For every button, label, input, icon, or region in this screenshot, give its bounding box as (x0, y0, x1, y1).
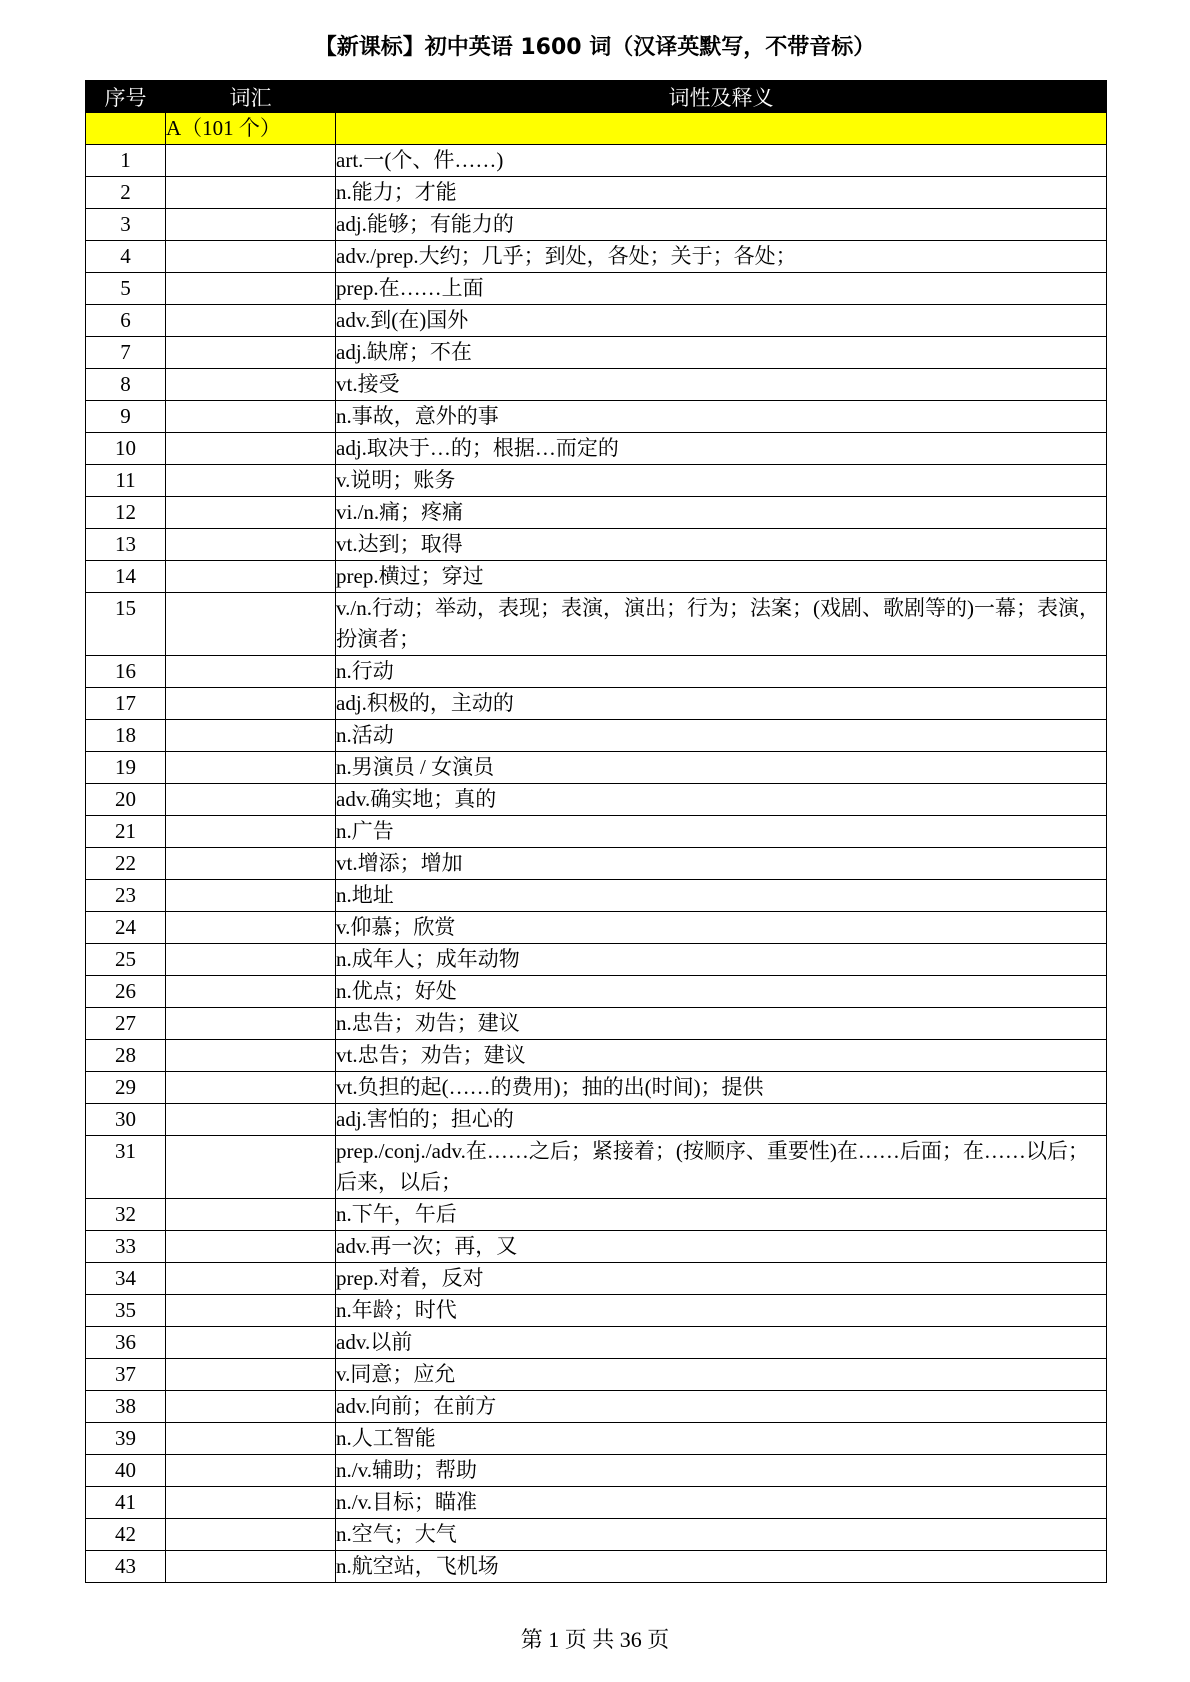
meaning-cell: prep./conj./adv.在……之后；紧接着；(按顺序、重要性)在……后面；在……以后；后来，以后； (336, 1136, 1107, 1199)
row-number: 42 (86, 1519, 166, 1551)
word-cell[interactable] (166, 1199, 336, 1231)
meaning-cell: n./v.目标；瞄准 (336, 1487, 1107, 1519)
table-row (86, 465, 1107, 497)
table-row (86, 656, 1107, 688)
row-number: 20 (86, 784, 166, 816)
word-cell[interactable] (166, 1327, 336, 1359)
table-row (86, 209, 1107, 241)
row-number: 35 (86, 1295, 166, 1327)
word-cell[interactable] (166, 369, 336, 401)
word-cell[interactable] (166, 816, 336, 848)
table-row (86, 177, 1107, 209)
table-row (86, 1519, 1107, 1551)
table-row (86, 1104, 1107, 1136)
word-cell[interactable] (166, 209, 336, 241)
meaning-cell: n.活动 (336, 720, 1107, 752)
word-cell[interactable] (166, 1136, 336, 1199)
meaning-cell: n.男演员 / 女演员 (336, 752, 1107, 784)
word-cell[interactable] (166, 752, 336, 784)
table-row (86, 688, 1107, 720)
word-cell[interactable] (166, 177, 336, 209)
table-row (86, 1423, 1107, 1455)
table-row (86, 369, 1107, 401)
section-label: A（101 个） (166, 113, 336, 145)
meaning-cell: vt.忠告；劝告；建议 (336, 1040, 1107, 1072)
row-number: 2 (86, 177, 166, 209)
table-row (86, 1295, 1107, 1327)
table-row (86, 529, 1107, 561)
meaning-cell: v.说明；账务 (336, 465, 1107, 497)
table-row (86, 305, 1107, 337)
word-cell[interactable] (166, 1072, 336, 1104)
word-cell[interactable] (166, 1455, 336, 1487)
meaning-cell: n.下午，午后 (336, 1199, 1107, 1231)
meaning-cell: adj.害怕的；担心的 (336, 1104, 1107, 1136)
row-number: 22 (86, 848, 166, 880)
word-cell[interactable] (166, 1359, 336, 1391)
table-row (86, 1359, 1107, 1391)
row-number: 18 (86, 720, 166, 752)
meaning-cell: n.人工智能 (336, 1423, 1107, 1455)
row-number: 13 (86, 529, 166, 561)
table-row (86, 1199, 1107, 1231)
meaning-cell: adv.到(在)国外 (336, 305, 1107, 337)
page-footer: 第 1 页 共 36 页 (520, 1627, 670, 1652)
word-cell[interactable] (166, 561, 336, 593)
row-number: 6 (86, 305, 166, 337)
row-number: 19 (86, 752, 166, 784)
meaning-cell: n.空气；大气 (336, 1519, 1107, 1551)
word-cell[interactable] (166, 944, 336, 976)
header-word: 词汇 (166, 81, 336, 113)
word-cell[interactable] (166, 305, 336, 337)
meaning-cell: n./v.辅助；帮助 (336, 1455, 1107, 1487)
table-row (86, 1231, 1107, 1263)
meaning-cell: adv.确实地；真的 (336, 784, 1107, 816)
section-row (86, 113, 1107, 145)
meaning-cell: v.仰慕；欣赏 (336, 912, 1107, 944)
meaning-cell: adj.能够；有能力的 (336, 209, 1107, 241)
row-number: 15 (86, 593, 166, 656)
meaning-cell: n.地址 (336, 880, 1107, 912)
table-row (86, 720, 1107, 752)
word-cell[interactable] (166, 337, 336, 369)
meaning-cell: prep.对着，反对 (336, 1263, 1107, 1295)
row-number: 4 (86, 241, 166, 273)
row-number: 40 (86, 1455, 166, 1487)
row-number: 43 (86, 1551, 166, 1583)
word-cell[interactable] (166, 1231, 336, 1263)
row-number: 26 (86, 976, 166, 1008)
vocabulary-table (85, 80, 1107, 1583)
word-cell[interactable] (166, 880, 336, 912)
word-cell[interactable] (166, 1487, 336, 1519)
row-number: 28 (86, 1040, 166, 1072)
table-row (86, 273, 1107, 305)
word-cell[interactable] (166, 1008, 336, 1040)
table-row (86, 880, 1107, 912)
row-number: 41 (86, 1487, 166, 1519)
meaning-cell: adj.取决于…的；根据…而定的 (336, 433, 1107, 465)
meaning-cell: n.忠告；劝告；建议 (336, 1008, 1107, 1040)
word-cell[interactable] (166, 145, 336, 177)
word-cell[interactable] (166, 401, 336, 433)
word-cell[interactable] (166, 241, 336, 273)
row-number: 14 (86, 561, 166, 593)
row-number: 10 (86, 433, 166, 465)
table-row (86, 433, 1107, 465)
table-row (86, 497, 1107, 529)
word-cell[interactable] (166, 1295, 336, 1327)
meaning-cell: adj.积极的，主动的 (336, 688, 1107, 720)
table-row (86, 848, 1107, 880)
meaning-cell: adv./prep.大约；几乎；到处，各处；关于；各处； (336, 241, 1107, 273)
row-number: 24 (86, 912, 166, 944)
table-row (86, 1551, 1107, 1583)
meaning-cell: n.成年人；成年动物 (336, 944, 1107, 976)
word-cell[interactable] (166, 433, 336, 465)
table-row (86, 752, 1107, 784)
meaning-cell: v./n.行动；举动，表现；表演，演出；行为；法案；(戏剧、歌剧等的)一幕；表演，扮演者； (336, 593, 1107, 656)
table-row (86, 1263, 1107, 1295)
word-cell[interactable] (166, 720, 336, 752)
header-meaning: 词性及释义 (336, 81, 1107, 113)
word-cell[interactable] (166, 784, 336, 816)
word-cell[interactable] (166, 656, 336, 688)
meaning-cell: prep.在……上面 (336, 273, 1107, 305)
meaning-cell: art.一(个、件……) (336, 145, 1107, 177)
section-number-cell (86, 113, 166, 145)
table-row (86, 1327, 1107, 1359)
table-row (86, 593, 1107, 656)
word-cell[interactable] (166, 848, 336, 880)
row-number: 8 (86, 369, 166, 401)
row-number: 25 (86, 944, 166, 976)
meaning-cell: vt.负担的起(……的费用)；抽的出(时间)；提供 (336, 1072, 1107, 1104)
row-number: 38 (86, 1391, 166, 1423)
table-row (86, 145, 1107, 177)
row-number: 31 (86, 1136, 166, 1199)
word-cell[interactable] (166, 497, 336, 529)
row-number: 30 (86, 1104, 166, 1136)
row-number: 23 (86, 880, 166, 912)
section-meaning-cell (336, 113, 1107, 145)
word-cell[interactable] (166, 1551, 336, 1583)
table-row (86, 561, 1107, 593)
row-number: 39 (86, 1423, 166, 1455)
word-cell[interactable] (166, 273, 336, 305)
table-row (86, 944, 1107, 976)
row-number: 37 (86, 1359, 166, 1391)
row-number: 32 (86, 1199, 166, 1231)
row-number: 16 (86, 656, 166, 688)
meaning-cell: n.能力；才能 (336, 177, 1107, 209)
row-number: 36 (86, 1327, 166, 1359)
word-cell[interactable] (166, 465, 336, 497)
meaning-cell: n.优点；好处 (336, 976, 1107, 1008)
row-number: 12 (86, 497, 166, 529)
row-number: 21 (86, 816, 166, 848)
word-cell[interactable] (166, 1104, 336, 1136)
table-row (86, 784, 1107, 816)
row-number: 5 (86, 273, 166, 305)
meaning-cell: vt.增添；增加 (336, 848, 1107, 880)
word-cell[interactable] (166, 976, 336, 1008)
meaning-cell: n.年龄；时代 (336, 1295, 1107, 1327)
word-cell[interactable] (166, 593, 336, 656)
table-row (86, 1008, 1107, 1040)
row-number: 7 (86, 337, 166, 369)
page-title: 【新课标】初中英语 1600 词（汉译英默写，不带音标） (314, 35, 876, 60)
meaning-cell: n.广告 (336, 816, 1107, 848)
word-cell[interactable] (166, 529, 336, 561)
row-number: 34 (86, 1263, 166, 1295)
table-row (86, 1072, 1107, 1104)
meaning-cell: vi./n.痛；疼痛 (336, 497, 1107, 529)
meaning-cell: n.事故，意外的事 (336, 401, 1107, 433)
word-cell[interactable] (166, 1423, 336, 1455)
table-row (86, 1391, 1107, 1423)
meaning-cell: vt.接受 (336, 369, 1107, 401)
table-row (86, 912, 1107, 944)
word-cell[interactable] (166, 1391, 336, 1423)
table-row (86, 1487, 1107, 1519)
table-row (86, 337, 1107, 369)
meaning-cell: vt.达到；取得 (336, 529, 1107, 561)
row-number: 29 (86, 1072, 166, 1104)
row-number: 3 (86, 209, 166, 241)
row-number: 11 (86, 465, 166, 497)
table-row (86, 1455, 1107, 1487)
word-cell[interactable] (166, 688, 336, 720)
header-number: 序号 (86, 81, 166, 113)
table-row (86, 976, 1107, 1008)
row-number: 33 (86, 1231, 166, 1263)
meaning-cell: n.航空站，飞机场 (336, 1551, 1107, 1583)
meaning-cell: adv.以前 (336, 1327, 1107, 1359)
row-number: 9 (86, 401, 166, 433)
row-number: 1 (86, 145, 166, 177)
table-row (86, 1136, 1107, 1199)
table-row (86, 816, 1107, 848)
row-number: 17 (86, 688, 166, 720)
table-row (86, 1040, 1107, 1072)
word-cell[interactable] (166, 1519, 336, 1551)
table-row (86, 241, 1107, 273)
table-header-row (86, 81, 1107, 113)
word-cell[interactable] (166, 1040, 336, 1072)
meaning-cell: v.同意；应允 (336, 1359, 1107, 1391)
word-cell[interactable] (166, 912, 336, 944)
meaning-cell: prep.横过；穿过 (336, 561, 1107, 593)
table-row (86, 401, 1107, 433)
word-cell[interactable] (166, 1263, 336, 1295)
meaning-cell: adv.向前；在前方 (336, 1391, 1107, 1423)
meaning-cell: n.行动 (336, 656, 1107, 688)
meaning-cell: adj.缺席；不在 (336, 337, 1107, 369)
meaning-cell: adv.再一次；再，又 (336, 1231, 1107, 1263)
row-number: 27 (86, 1008, 166, 1040)
